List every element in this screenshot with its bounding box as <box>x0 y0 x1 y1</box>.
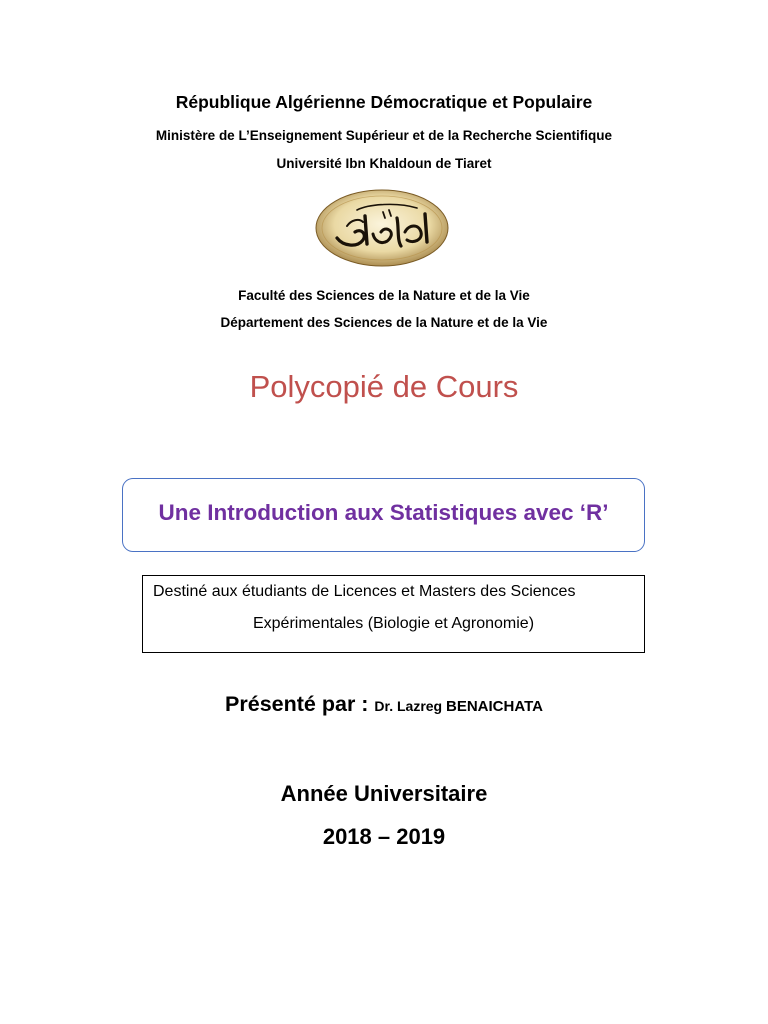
presenter-label: Présenté par : <box>225 692 375 716</box>
audience-line-1: Destiné aux étudiants de Licences et Masters des Sciences <box>153 583 576 600</box>
departement-heading: Département des Sciences de la Nature et de la Vie <box>220 315 548 330</box>
author-first-name: Dr. Lazreg <box>374 698 447 714</box>
document-title-box <box>122 478 645 552</box>
document-type: Polycopié de Cours <box>249 369 519 404</box>
academic-year-label: Année Universitaire <box>280 781 488 806</box>
audience-line-2: Expérimentales (Biologie et Agronomie) <box>252 615 535 632</box>
audience-box <box>142 575 645 653</box>
academic-year-value: 2018 – 2019 <box>322 824 446 849</box>
republique-heading: République Algérienne Démocratique et Populaire <box>175 92 593 112</box>
universite-heading: Université Ibn Khaldoun de Tiaret <box>276 156 492 171</box>
author-last-name: BENAICHATA <box>446 698 543 715</box>
ministere-heading: Ministère de L’Enseignement Supérieur et de la Recherche Scientifique <box>155 128 613 143</box>
presenter-line <box>0 692 768 717</box>
faculte-heading: Faculté des Sciences de la Nature et de la Vie <box>238 288 530 303</box>
university-emblem-icon <box>313 188 451 268</box>
document-title: Une Introduction aux Statistiques avec ‘R’ <box>158 500 609 525</box>
